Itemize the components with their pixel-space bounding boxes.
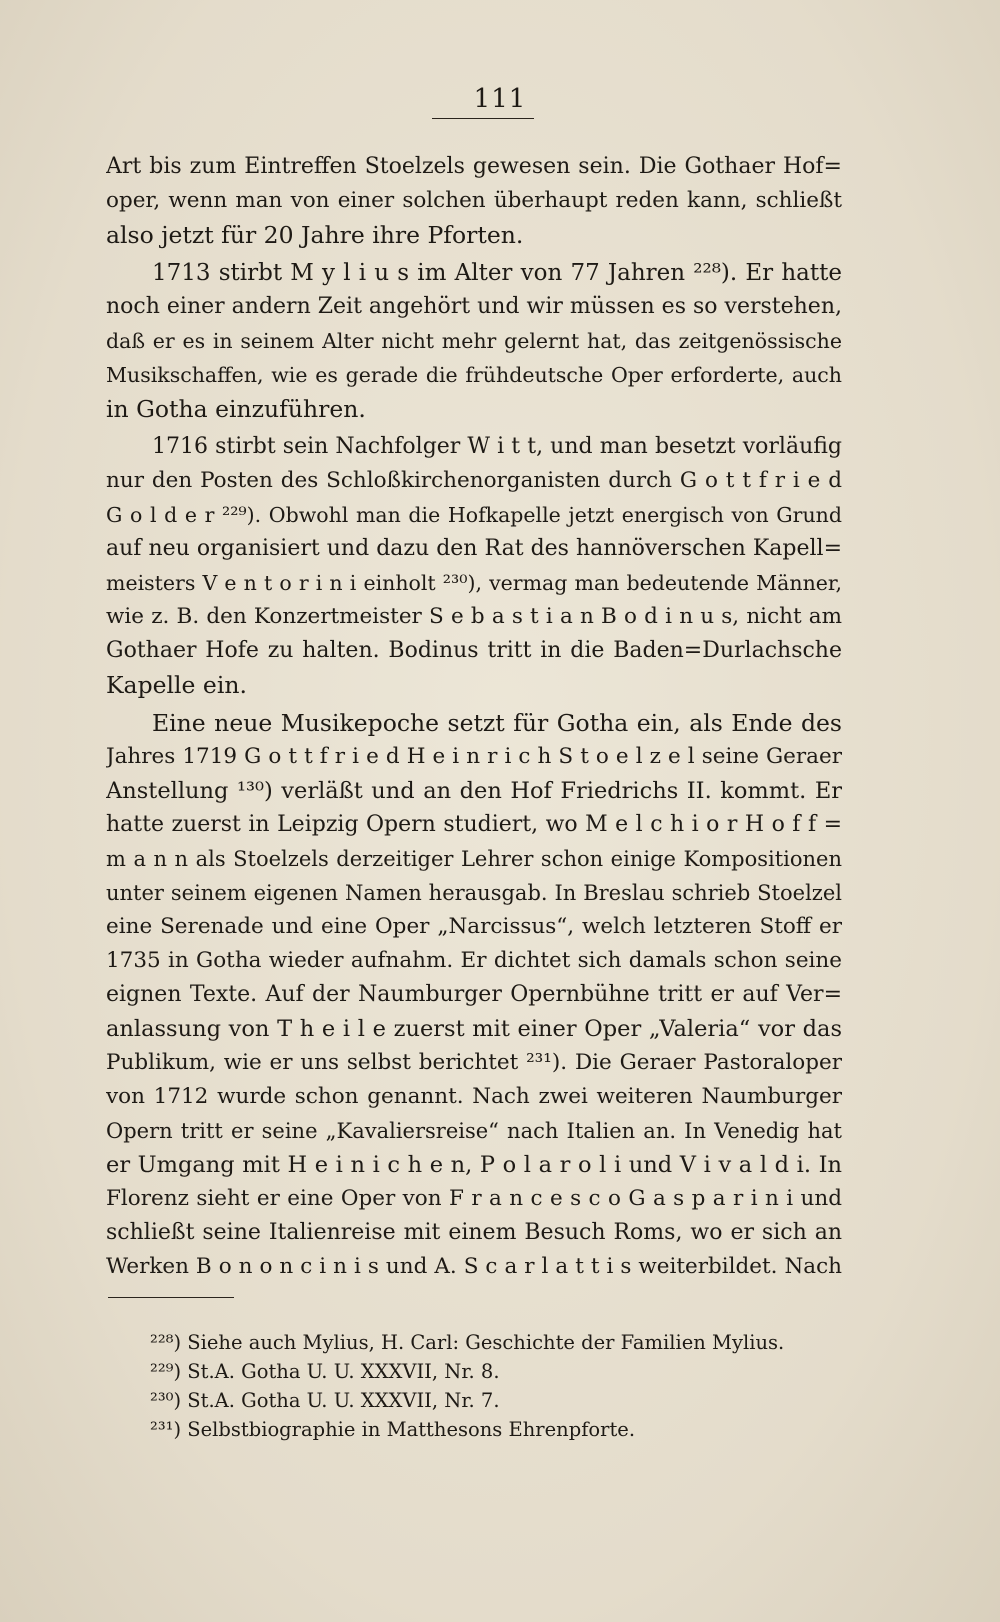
text-line: noch einer andern Zeit angehört und wir müssen es so verstehen, bbox=[106, 294, 842, 319]
text-line: daß er es in seinem Alter nicht mehr gelernt hat, das zeitgenössische bbox=[106, 329, 842, 353]
text-line: Gothaer Hofe zu halten. Bodinus tritt in die Baden=Durlachsche bbox=[106, 638, 842, 663]
text-line: Musikschaffen, wie es gerade die frühdeutsche Oper erforderte, auch bbox=[106, 363, 842, 387]
text-line: Publikum, wie er uns selbst berichtet ²³¹). Die Geraer Pastoraloper bbox=[106, 1050, 842, 1075]
text-line: unter seinem eigenen Namen herausgab. In Breslau schrieb Stoelzel bbox=[106, 881, 842, 905]
text-line: er Umgang mit H e i n i c h e n, P o l a r o l i und V i v a l d i. In bbox=[106, 1152, 842, 1178]
footnotes bbox=[150, 1328, 850, 1444]
text-line: Florenz sieht er eine Oper von F r a n c e s c o G a s p a r i n i und bbox=[106, 1186, 842, 1211]
text-line: auf neu organisiert und dazu den Rat des hannöverschen Kapell= bbox=[106, 536, 842, 561]
footnote: ²²⁹) St.A. Gotha U. U. XXXVII, Nr. 8. bbox=[150, 1360, 500, 1383]
text-line: Anstellung ¹³⁰) verläßt und an den Hof Friedrichs II. kommt. Er bbox=[106, 778, 842, 804]
header-rule bbox=[432, 118, 534, 119]
text-line: wie z. B. den Konzertmeister S e b a s t i a n B o d i n u s, nicht am bbox=[106, 604, 842, 629]
body-text bbox=[106, 150, 842, 1284]
text-line: schließt seine Italienreise mit einem Besuch Roms, wo er sich an bbox=[106, 1220, 842, 1245]
text-line: 1735 in Gotha wieder aufnahm. Er dichtet sich damals schon seine bbox=[106, 948, 842, 973]
text-line: Kapelle ein. bbox=[106, 671, 247, 699]
text-line: Opern tritt er seine „Kavaliersreise“ nach Italien an. In Venedig hat bbox=[106, 1119, 842, 1143]
footnote: ²³¹) Selbstbiographie in Matthesons Ehrenpforte. bbox=[150, 1418, 636, 1441]
text-line: oper, wenn man von einer solchen überhaupt reden kann, schließt bbox=[106, 188, 842, 213]
text-line: m a n n als Stoelzels derzeitiger Lehrer schon einige Kompositionen bbox=[106, 847, 842, 871]
text-line: meisters V e n t o r i n i einholt ²³⁰), vermag man bedeutende Männer, bbox=[106, 571, 842, 595]
text-line: Werken B o n o n c i n i s und A. S c a r l a t t i s weiterbildet. Nach bbox=[106, 1254, 842, 1279]
text-line: Eine neue Musikepoche setzt für Gotha ein, als Ende des bbox=[152, 709, 842, 737]
text-line: von 1712 wurde schon genannt. Nach zwei weiteren Naumburger bbox=[106, 1084, 842, 1109]
text-line: G o l d e r ²²⁹). Obwohl man die Hofkapelle jetzt energisch von Grund bbox=[106, 503, 842, 527]
text-line: eine Serenade und eine Oper „Narcissus“, welch letzteren Stoff er bbox=[106, 914, 842, 939]
text-line: nur den Posten des Schloßkirchenorganisten durch G o t t f r i e d bbox=[106, 468, 842, 493]
text-line: eignen Texte. Auf der Naumburger Opernbühne tritt er auf Ver= bbox=[106, 982, 842, 1007]
text-line: in Gotha einzuführen. bbox=[106, 395, 366, 423]
footnote: ²²⁸) Siehe auch Mylius, H. Carl: Geschichte der Familien Mylius. bbox=[150, 1331, 785, 1354]
page-number: 111 bbox=[473, 84, 527, 114]
text-line: also jetzt für 20 Jahre ihre Pforten. bbox=[106, 221, 524, 249]
footnote-rule bbox=[108, 1297, 234, 1298]
text-line: anlassung von T h e i l e zuerst mit einer Oper „Valeria“ vor das bbox=[106, 1016, 842, 1042]
text-line: Jahres 1719 G o t t f r i e d H e i n r i c h S t o e l z e l seine Geraer bbox=[106, 744, 842, 769]
text-line: 1716 stirbt sein Nachfolger W i t t, und man besetzt vorläufig bbox=[152, 434, 842, 459]
text-line: Art bis zum Eintreffen Stoelzels gewesen sein. Die Gothaer Hof= bbox=[106, 154, 842, 179]
footnote: ²³⁰) St.A. Gotha U. U. XXXVII, Nr. 7. bbox=[150, 1389, 500, 1412]
text-line: 1713 stirbt M y l i u s im Alter von 77 Jahren ²²⁸). Er hatte bbox=[152, 260, 842, 286]
text-line: hatte zuerst in Leipzig Opern studiert, wo M e l c h i o r H o f f = bbox=[106, 812, 842, 837]
